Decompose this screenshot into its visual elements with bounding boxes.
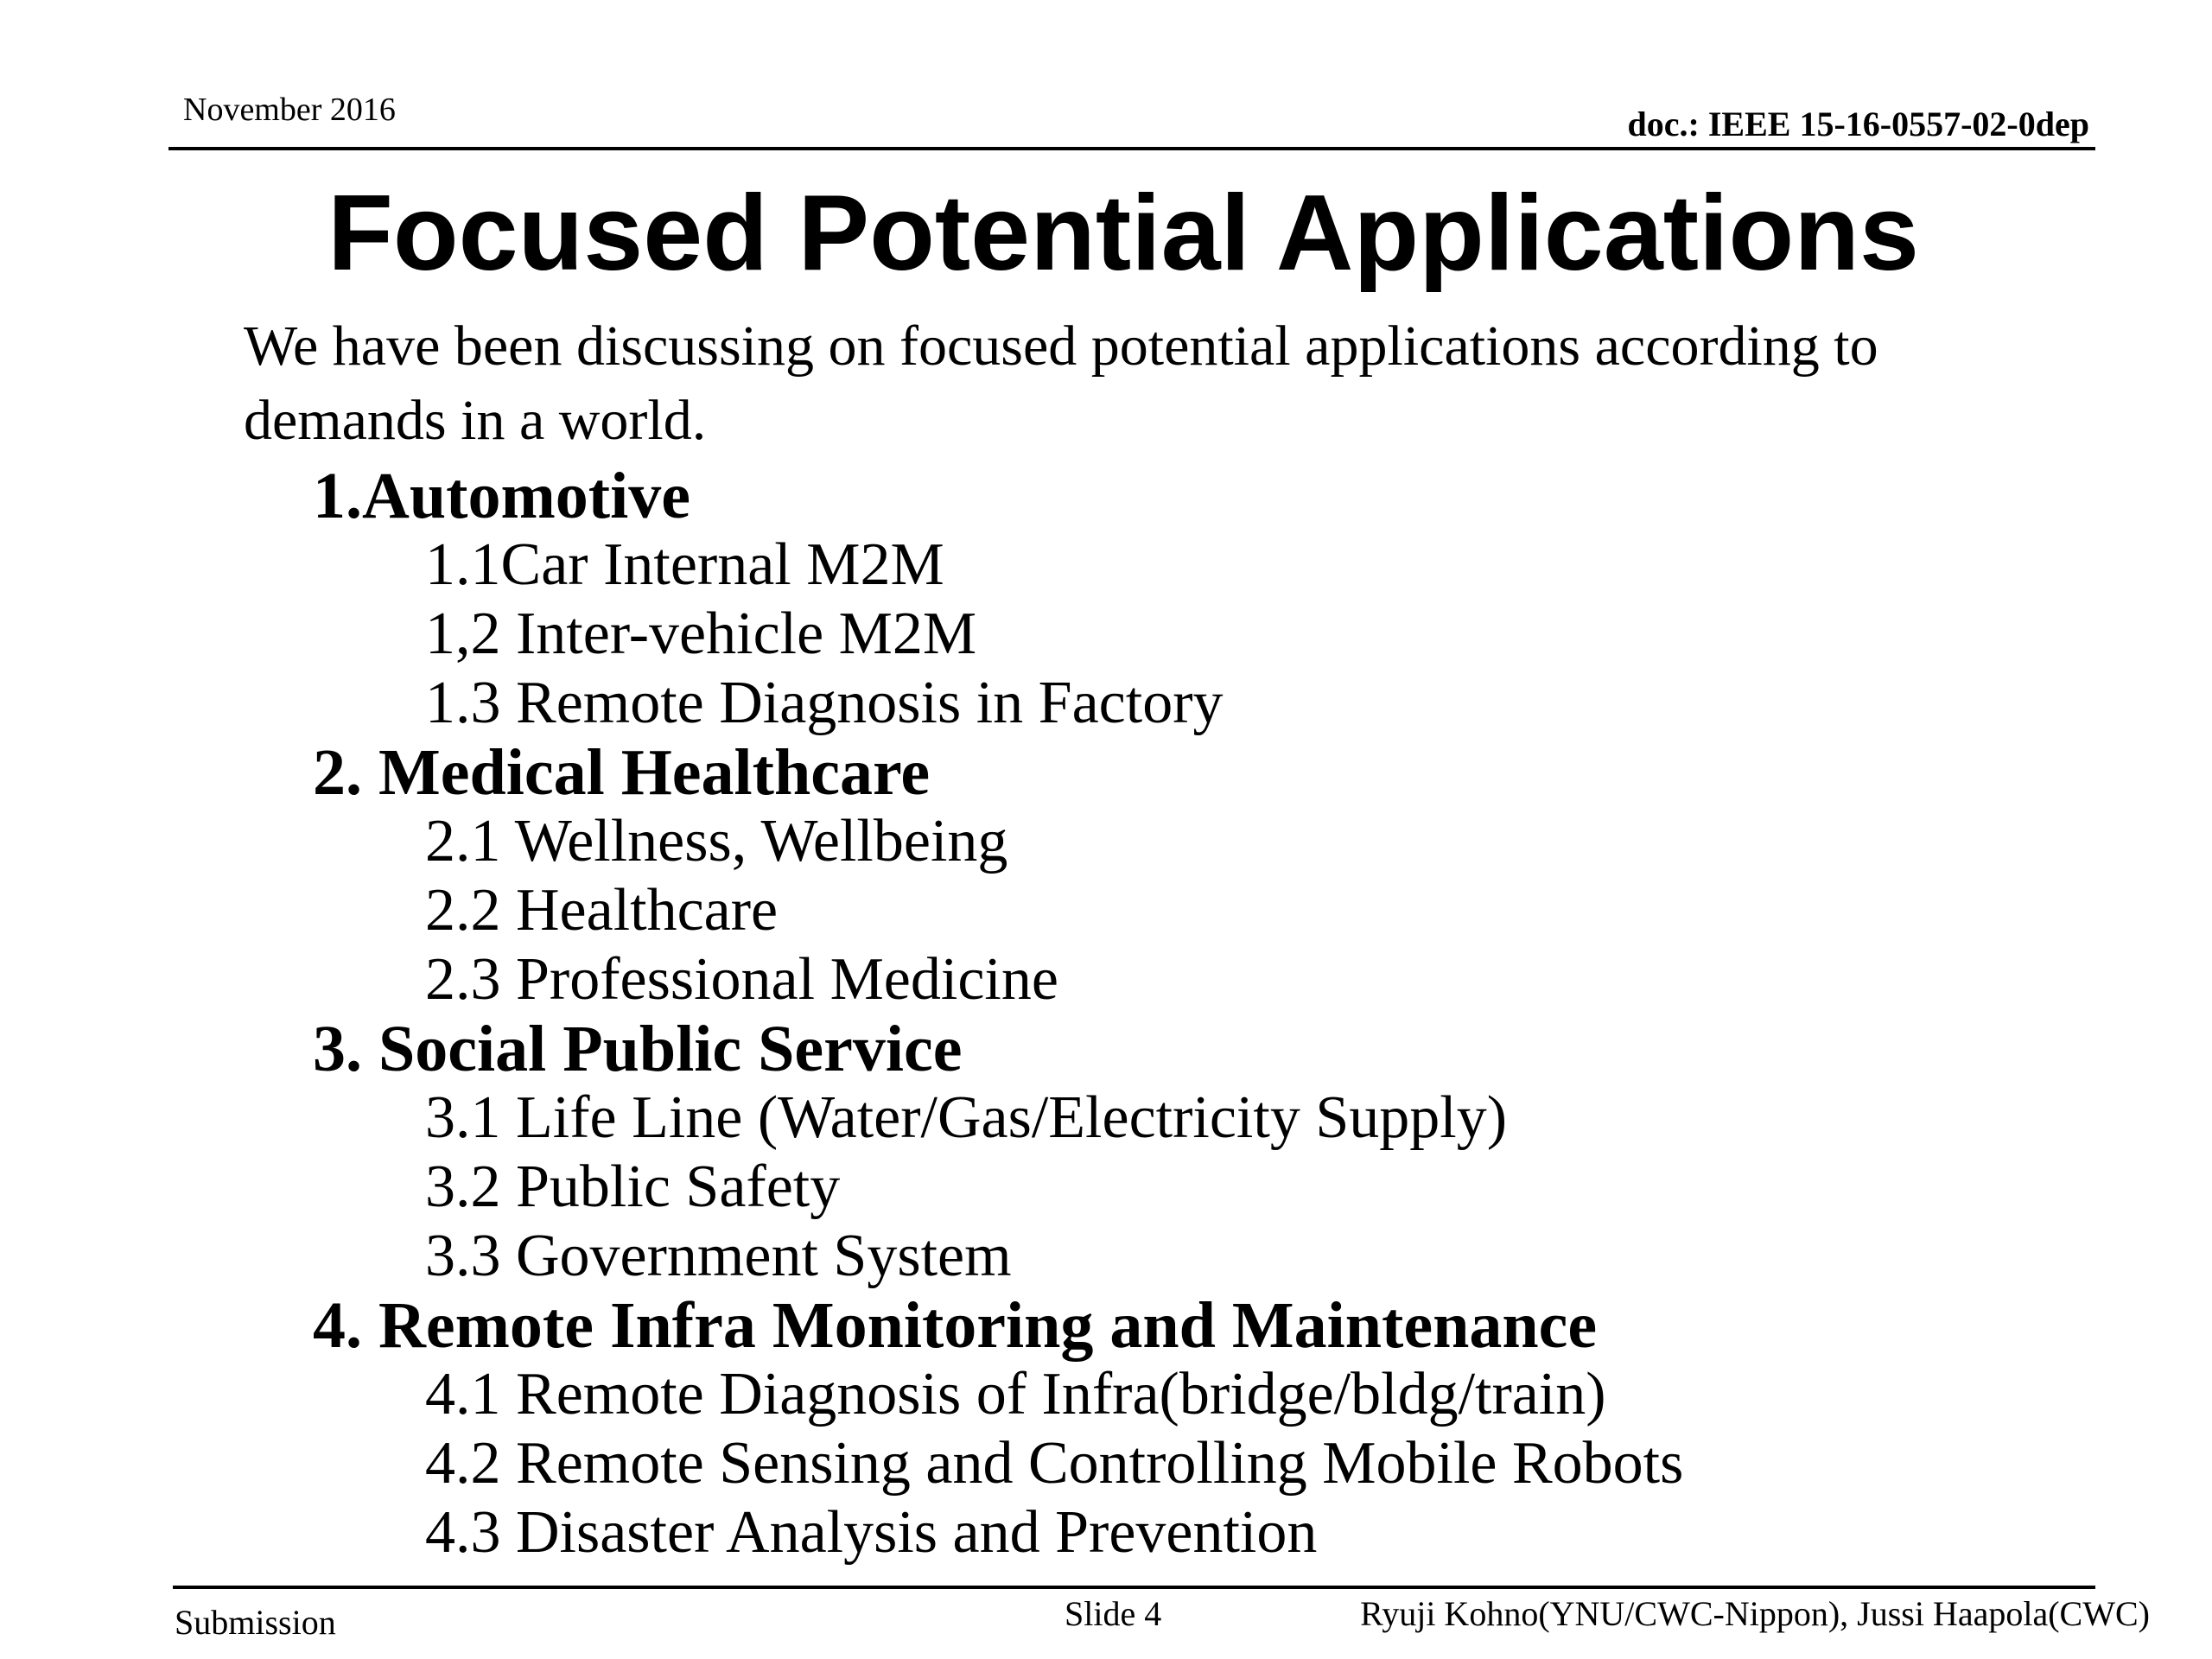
- slide-body: [244, 309, 2075, 1567]
- footer-divider: [173, 1586, 2095, 1589]
- header-divider: [168, 147, 2095, 150]
- footer-slide-number: Slide 4: [1065, 1594, 1162, 1633]
- category-heading: 2. Medical Healthcare: [313, 736, 931, 809]
- sub-item: 3.2 Public Safety: [425, 1154, 841, 1220]
- header-date: November 2016: [183, 92, 396, 128]
- sub-item: 2.3 Professional Medicine: [425, 946, 1058, 1013]
- intro-text: We have been discussing on focused potential applications according to demands in a world.: [244, 315, 1878, 452]
- footer-authors: Ryuji Kohno(YNU/CWC-Nippon), Jussi Haapola(CWC): [1360, 1594, 2150, 1633]
- sub-item: 4.2 Remote Sensing and Controlling Mobile Robots: [425, 1430, 1684, 1497]
- slide-title: Focused Potential Applications: [327, 174, 1919, 293]
- sub-item: 4.1 Remote Diagnosis of Infra(bridge/bldg/train): [425, 1361, 1606, 1427]
- sub-item: 1,2 Inter-vehicle M2M: [425, 601, 977, 667]
- sub-item: 4.3 Disaster Analysis and Prevention: [425, 1499, 1318, 1566]
- sub-item: 2.2 Healthcare: [425, 877, 779, 944]
- category-heading: 1.Automotive: [313, 460, 690, 532]
- sub-item: 2.1 Wellness, Wellbeing: [425, 808, 1008, 874]
- sub-item: 1.1Car Internal M2M: [425, 531, 944, 598]
- category-heading: 4. Remote Infra Monitoring and Maintenance: [313, 1289, 1598, 1362]
- footer-submission: Submission: [175, 1603, 336, 1642]
- sub-item: 3.3 Government System: [425, 1223, 1012, 1289]
- sub-item: 1.3 Remote Diagnosis in Factory: [425, 670, 1224, 736]
- header-doc-id: doc.: IEEE 15-16-0557-02-0dep: [1627, 105, 2089, 143]
- sub-item: 3.1 Life Line (Water/Gas/Electricity Supply): [425, 1084, 1508, 1151]
- category-heading: 3. Social Public Service: [313, 1013, 963, 1085]
